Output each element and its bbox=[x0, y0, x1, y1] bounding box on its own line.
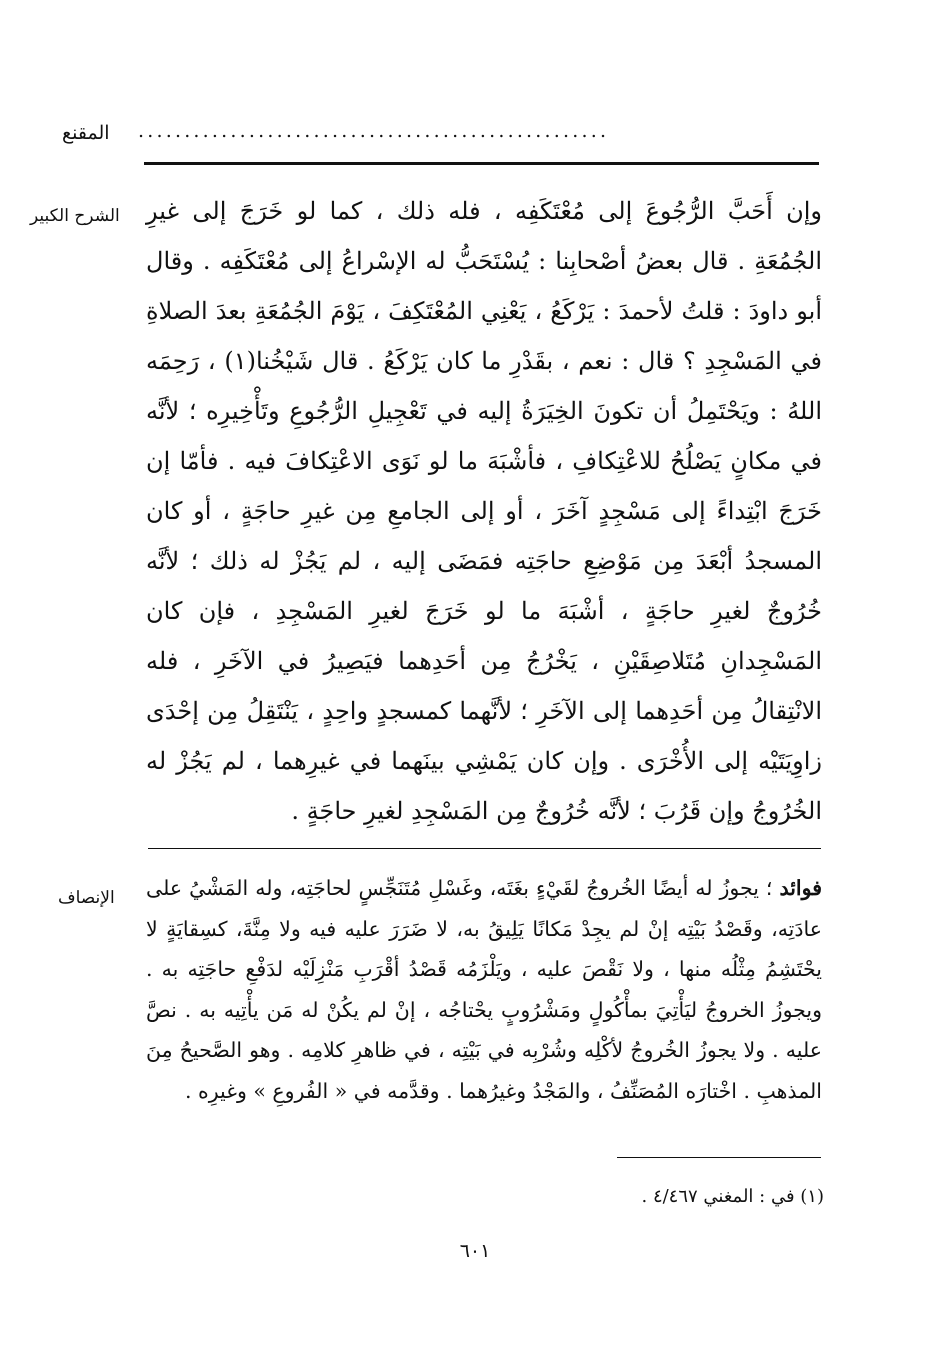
insaf-text-block bbox=[146, 868, 822, 1111]
insaf-lead-word: فوائد bbox=[779, 876, 822, 900]
insaf-paragraph bbox=[146, 868, 822, 1111]
side-note-sharh: الشرح الكبير bbox=[30, 206, 120, 226]
insaf-body: ؛ يجوزُ له أيضًا الخُروجُ لقَيْءٍ بغَتَه، وغَسْلِ مُتَنَجِّسٍ لحاجَتِه، وله المَشْيُ على عادَتِه، وقَصْدُ بَيْتِه إنْ لم يجِدْ مَكانًا يَلِيقُ به، لا ضَرَرَ عليه فيه ولا مِنَّةَ، كسِقايَةٍ لا يحْتَشِمُ مِثْلُه منها ، ولا نَقْصَ عليه ، ويَلْزَمُه قَصْدُ أقْرَبِ مَنْزِلَيْه لدَفْعِ حاجَتِه به . ويجوزُ الخروجُ ليَأْتِيَ بمأْكُولٍ ومَشْرُوبٍ يحْتاجُه ، إنْ لم يكُنْ له مَن يأْتِيه به . نصَّ عليه . ولا يجوزُ الخُروجُ لأكْلِه وشُرْبِه في بَيْتِه ، في ظاهرِ كلامِه . وهو الصَّحيحُ مِنَ المذهبِ . اخْتارَه المُصَنِّفُ ، والمَجْدُ وغيرُهما . وقدَّمه في « الفُروعِ » وغيرِه . bbox=[146, 876, 822, 1103]
main-paragraph: وإن أَحَبَّ الرُّجُوعَ إلى مُعْتَكَفِه ، فله ذلك ، كما لو خَرَجَ إلى غيرِ الجُمُعَةِ . قال بعضُ أصْحابِنا : يُسْتَحَبُّ له الإسْراعُ إلى مُعْتَكَفِه . وقال أبو داودَ : قلتُ لأحمدَ : يَرْكَعُ ، يَعْنِي المُعْتَكِفَ ، يَوْمَ الجُمُعَةِ بعدَ الصلاةِ في المَسْجِدِ ؟ قال : نعم ، بقَدْرِ ما كان يَرْكَعُ . قال شَيْخُنا(١) ، رَحِمَه اللهُ : ويَحْتَمِلُ أن تكونَ الخِيَرَةُ إليه في تَعْجِيلِ الرُّجُوعِ وتَأْخِيرِه ؛ لأنَّه في مكانٍ يَصْلُحُ للاعْتِكافِ ، فأشْبَهَ ما لو نَوَى الاعْتِكافَ فيه . فأمّا إن خَرَجَ ابْتِداءً إلى مَسْجِدٍ آخَرَ ، أو إلى الجامعِ مِن غيرِ حاجَةٍ ، أو كان المسجدُ أبْعَدَ مِن مَوْضِعِ حاجَتِه فمَضَى إليه ، لم يَجُزْ له ذلك ؛ لأنَّه خُرُوجٌ لغيرِ حاجَةٍ ، أشْبَهَ ما لو خَرَجَ لغيرِ المَسْجِدِ ، فإن كان المَسْجِدانِ مُتَلاصِقَيْنِ ، يَخْرُجُ مِن أحَدِهما فيَصِيرُ في الآخَرِ ، فله الانْتِقالُ مِن أحَدِهما إلى الآخَرِ ؛ لأنَّهما كمسجدٍ واحِدٍ ، يَنْتَقِلُ مِن إحْدَى زاوِيَتَيْه إلى الأُخْرَى . وإن كان يَمْشِي بينَهما في غيرِهما ، لم يَجُزْ له الخُرُوجُ وإن قَرُبَ ؛ لأنَّه خُرُوجٌ مِن المَسْجِدِ لغيرِ حاجَةٍ . bbox=[146, 197, 823, 825]
running-header-title: المقنع bbox=[62, 122, 110, 144]
footnote-rule bbox=[617, 1157, 821, 1158]
page-number: ٦٠١ bbox=[459, 1240, 491, 1262]
footnote: (١) في : المغني ٤/٤٦٧ . bbox=[641, 1186, 824, 1207]
main-text-block bbox=[146, 186, 822, 836]
section-divider bbox=[148, 848, 821, 849]
header-rule bbox=[144, 162, 819, 165]
header-dot-leader: ................................................... bbox=[138, 120, 610, 142]
side-note-insaf: الإنصاف bbox=[58, 888, 115, 908]
